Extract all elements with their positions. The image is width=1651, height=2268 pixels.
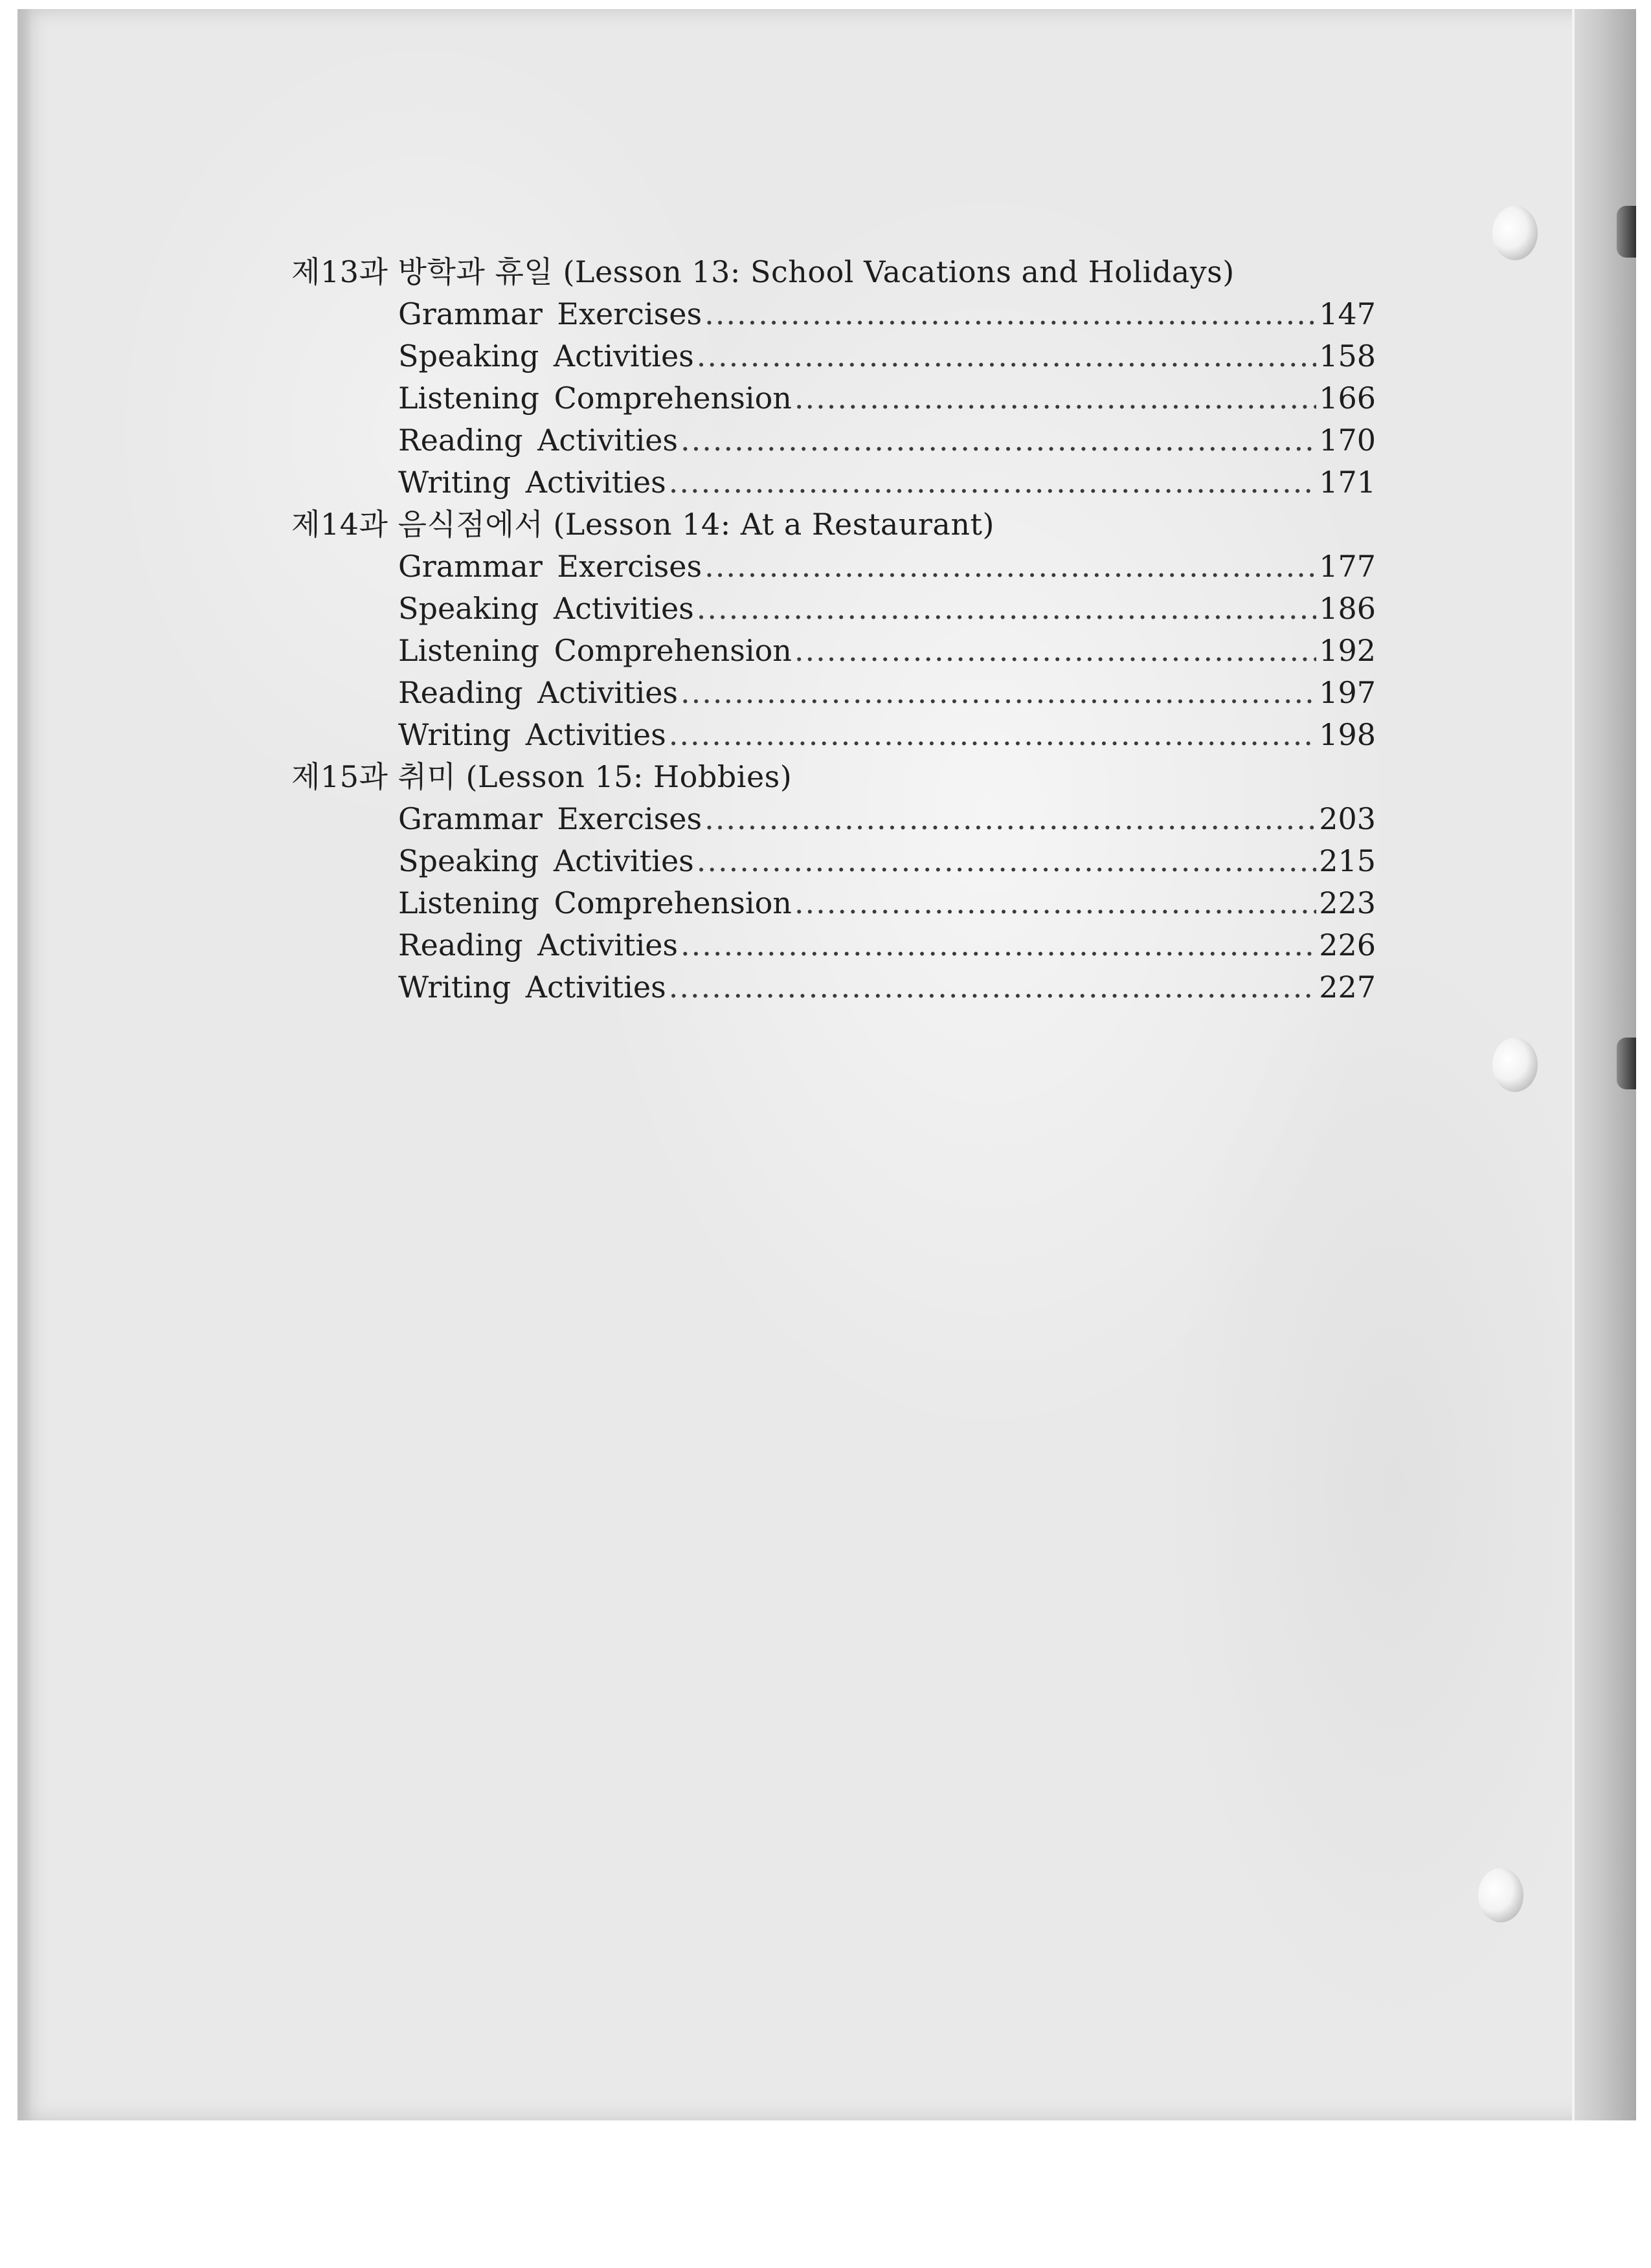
page-number: 192 [1319, 633, 1376, 668]
page-number: 186 [1319, 591, 1376, 626]
entry-label: Speaking Activities [398, 843, 694, 878]
toc-entry[interactable] [291, 630, 1376, 672]
dot-leader [669, 966, 1316, 1008]
entry-label: Speaking Activities [398, 339, 694, 373]
dot-leader [680, 672, 1316, 714]
entry-label: Listening Comprehension [398, 633, 792, 668]
table-of-contents [291, 251, 1376, 1008]
toc-entry[interactable] [291, 588, 1376, 630]
dot-leader [794, 377, 1316, 419]
toc-entry[interactable] [291, 798, 1376, 840]
dot-leader [669, 461, 1316, 504]
lesson-14-heading: 제14과 음식점에서 (Lesson 14: At a Restaurant) [291, 507, 994, 542]
page-number: 197 [1319, 675, 1376, 710]
punch-hole-middle [1492, 1038, 1538, 1092]
punch-hole-top [1492, 206, 1538, 260]
toc-entry[interactable] [291, 419, 1376, 461]
dot-leader [704, 798, 1316, 840]
page-number: 170 [1319, 423, 1376, 458]
dot-leader [680, 419, 1316, 461]
page-number: 226 [1319, 928, 1376, 962]
punch-hole-bottom [1478, 1868, 1523, 1922]
page-number: 147 [1319, 296, 1376, 331]
toc-entry[interactable] [291, 546, 1376, 588]
binder-ring-middle [1617, 1038, 1636, 1089]
entry-label: Writing Activities [398, 717, 666, 752]
entry-label: Listening Comprehension [398, 885, 792, 920]
page-number: 171 [1319, 465, 1376, 500]
page-number: 158 [1319, 339, 1376, 373]
dot-leader [697, 840, 1316, 882]
dot-leader [704, 293, 1316, 335]
entry-label: Writing Activities [398, 465, 666, 500]
toc-entry[interactable] [291, 335, 1376, 377]
binder-ring-top [1617, 206, 1636, 258]
entry-label: Reading Activities [398, 423, 679, 458]
dot-leader [704, 546, 1316, 588]
entry-label: Reading Activities [398, 675, 679, 710]
dot-leader [680, 924, 1316, 966]
entry-label: Reading Activities [398, 928, 679, 962]
dot-leader [794, 882, 1316, 924]
page-number: 227 [1319, 970, 1376, 1005]
toc-entry[interactable] [291, 966, 1376, 1008]
toc-entry[interactable] [291, 882, 1376, 924]
toc-entry[interactable] [291, 377, 1376, 419]
page-left-shadow [17, 9, 32, 2120]
page-number: 203 [1319, 801, 1376, 836]
dot-leader [794, 630, 1316, 672]
lesson-15-heading: 제15과 취미 (Lesson 15: Hobbies) [291, 759, 792, 794]
toc-entry[interactable] [291, 672, 1376, 714]
page-number: 223 [1319, 885, 1376, 920]
page-number: 215 [1319, 843, 1376, 878]
toc-entry[interactable] [291, 293, 1376, 335]
lesson-13-heading: 제13과 방학과 휴일 (Lesson 13: School Vacations and Holidays) [291, 254, 1235, 289]
toc-entry[interactable] [291, 461, 1376, 504]
entry-label: Grammar Exercises [398, 549, 702, 584]
entry-label: Listening Comprehension [398, 381, 792, 416]
page-number: 198 [1319, 717, 1376, 752]
toc-entry[interactable] [291, 714, 1376, 756]
page-number: 177 [1319, 549, 1376, 584]
entry-label: Writing Activities [398, 970, 666, 1005]
toc-entry[interactable] [291, 840, 1376, 882]
dot-leader [697, 335, 1316, 377]
dot-leader [669, 714, 1316, 756]
entry-label: Grammar Exercises [398, 296, 702, 331]
entry-label: Speaking Activities [398, 591, 694, 626]
dot-leader [697, 588, 1316, 630]
toc-entry[interactable] [291, 924, 1376, 966]
page-number: 166 [1319, 381, 1376, 416]
entry-label: Grammar Exercises [398, 801, 702, 836]
